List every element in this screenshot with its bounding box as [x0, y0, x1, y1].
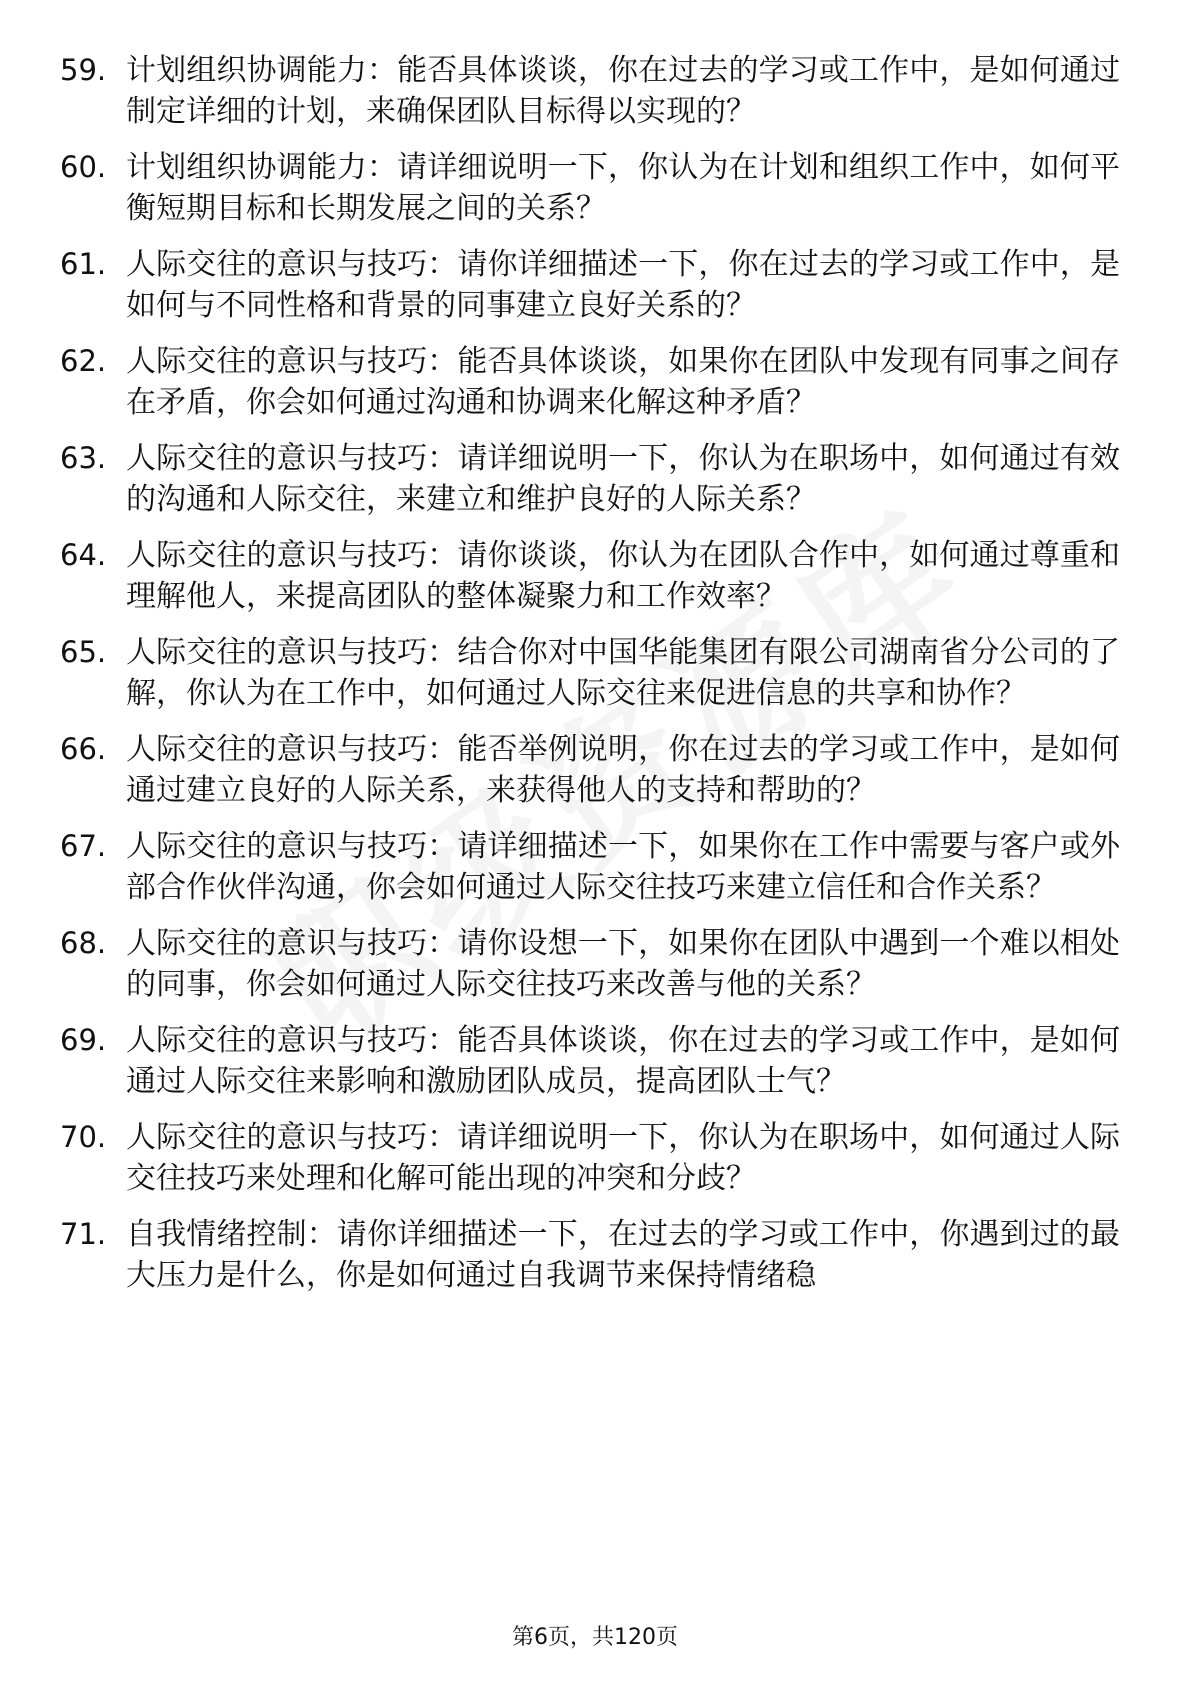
question-number: 61.: [60, 247, 107, 281]
question-text: 人际交往的意识与技巧：能否具体谈谈，如果你在团队中发现有同事之间存在矛盾，你会如何通过沟通和协调来化解这种矛盾？: [126, 344, 1120, 420]
question-text: 人际交往的意识与技巧：请详细说明一下，你认为在职场中，如何通过人际交往技巧来处理和化解可能出现的冲突和分歧？: [126, 1120, 1120, 1196]
question-number: 63.: [60, 441, 107, 475]
list-item: [60, 244, 1120, 326]
question-text: 计划组织协调能力：能否具体谈谈，你在过去的学习或工作中，是如何通过制定详细的计划，来确保团队目标得以实现的？: [126, 53, 1120, 129]
question-number: 68.: [60, 926, 107, 960]
list-item: [60, 438, 1120, 520]
question-text: 人际交往的意识与技巧：结合你对中国华能集团有限公司湖南省分公司的了解，你认为在工作中，如何通过人际交往来促进信息的共享和协作？: [126, 635, 1120, 711]
question-number: 59.: [60, 53, 107, 87]
question-text: 人际交往的意识与技巧：请你谈谈，你认为在团队合作中，如何通过尊重和理解他人，来提高团队的整体凝聚力和工作效率？: [126, 538, 1120, 614]
list-item: [60, 50, 1120, 132]
list-item: [60, 632, 1120, 714]
question-text: 人际交往的意识与技巧：请你设想一下，如果你在团队中遇到一个难以相处的同事，你会如何通过人际交往技巧来改善与他的关系？: [126, 926, 1120, 1002]
question-text: 人际交往的意识与技巧：能否举例说明，你在过去的学习或工作中，是如何通过建立良好的人际关系，来获得他人的支持和帮助的？: [126, 732, 1120, 808]
question-number: 67.: [60, 829, 107, 863]
question-number: 65.: [60, 635, 107, 669]
list-item: [60, 729, 1120, 811]
question-text: 人际交往的意识与技巧：请详细说明一下，你认为在职场中，如何通过有效的沟通和人际交往，来建立和维护良好的人际关系？: [126, 441, 1120, 517]
question-list: [60, 50, 1120, 1311]
list-item: [60, 341, 1120, 423]
list-item: [60, 147, 1120, 229]
question-text: 人际交往的意识与技巧：请详细描述一下，如果你在工作中需要与客户或外部合作伙伴沟通，你会如何通过人际交往技巧来建立信任和合作关系？: [126, 829, 1120, 905]
list-item: [60, 826, 1120, 908]
question-number: 64.: [60, 538, 107, 572]
question-number: 71.: [60, 1217, 107, 1251]
list-item: [60, 1020, 1120, 1102]
question-text: 人际交往的意识与技巧：请你详细描述一下，你在过去的学习或工作中，是如何与不同性格和背景的同事建立良好关系的？: [126, 247, 1120, 323]
question-number: 62.: [60, 344, 107, 378]
list-item: [60, 923, 1120, 1005]
question-number: 69.: [60, 1023, 107, 1057]
list-item: [60, 535, 1120, 617]
list-item: [60, 1214, 1120, 1296]
page-number-label: 第6页，共120页: [512, 1625, 678, 1650]
question-number: 70.: [60, 1120, 107, 1154]
list-item: [60, 1117, 1120, 1199]
question-number: 66.: [60, 732, 107, 766]
page-footer: [0, 1623, 1190, 1653]
question-text: 自我情绪控制：请你详细描述一下，在过去的学习或工作中，你遇到过的最大压力是什么，你是如何通过自我调节来保持情绪稳: [126, 1217, 1120, 1293]
question-number: 60.: [60, 150, 107, 184]
question-text: 计划组织协调能力：请详细说明一下，你认为在计划和组织工作中，如何平衡短期目标和长期发展之间的关系？: [126, 150, 1120, 226]
question-text: 人际交往的意识与技巧：能否具体谈谈，你在过去的学习或工作中，是如何通过人际交往来影响和激励团队成员，提高团队士气？: [126, 1023, 1120, 1099]
